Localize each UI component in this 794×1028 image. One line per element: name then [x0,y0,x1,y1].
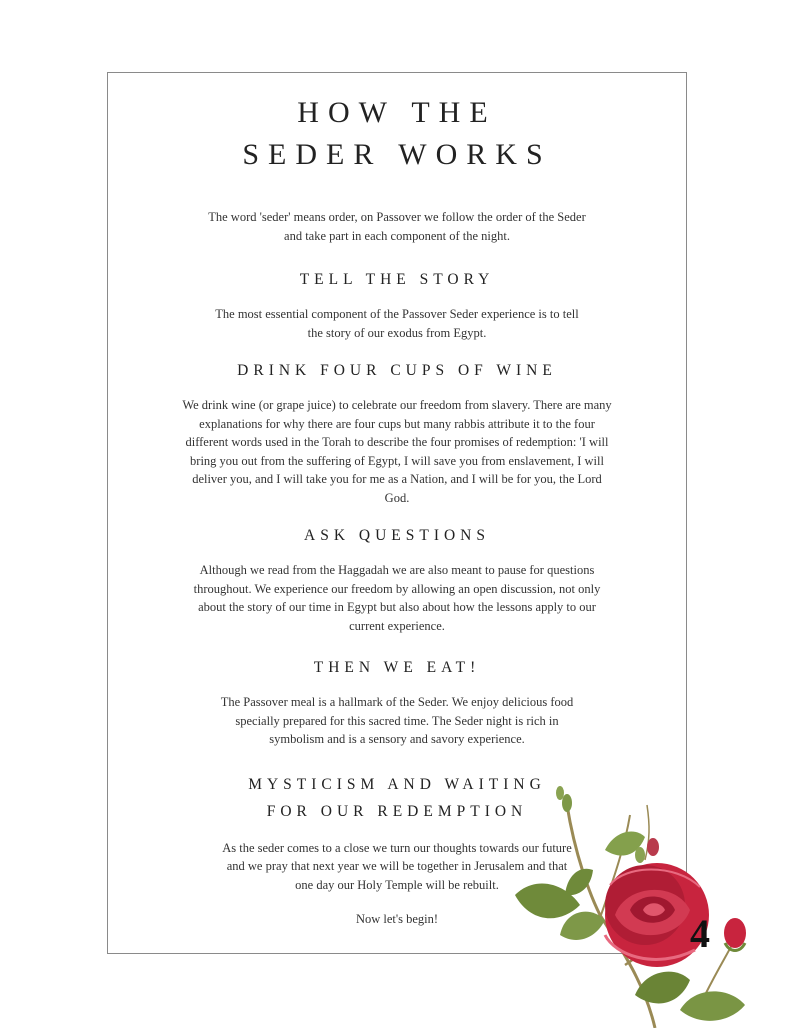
rose-bud [562,794,572,812]
section-heading: ASK QUESTIONS [304,527,490,544]
section-heading-line-1: MYSTICISM AND WAITING [248,775,546,793]
rose-illustration [505,765,794,1028]
section-heading: DRINK FOUR CUPS OF WINE [237,362,557,379]
page-title [107,92,687,176]
title-line-2: SEDER WORKS [242,138,552,171]
page-number: 4 [690,911,710,956]
closing-line: Now let's begin! [355,912,439,926]
section-ask-questions [107,525,687,635]
section-heading: TELL THE STORY [299,271,495,288]
rose-bud [647,838,659,856]
section-heading: THEN WE EAT! [313,659,481,676]
section-then-we-eat [107,657,687,749]
intro-paragraph: The word 'seder' means order, on Passover we follow the order of the Seder and take part in each component of the night. [208,210,586,243]
section-heading-line-2: FOR OUR REDEMPTION [266,802,528,820]
section-four-cups [107,360,687,507]
section-tell-the-story [107,269,687,342]
rose-leaf [560,912,605,940]
rose-bud [556,786,564,800]
section-body: The most essential component of the Passover Seder experience is to tell the story of our exodus from Egypt. [215,307,579,340]
rose-leaf [635,972,690,1004]
rose-leaf [680,991,745,1020]
section-body: Although we read from the Haggadah we are also meant to pause for questions throughout. We experience our freedom by allowing an open discussion, not only about the story of our time in Egypt but also about how the lessons apply to our current experience. [193,563,601,633]
section-body: As the seder comes to a close we turn our thoughts towards our future and we pray that next year we will be together in Jerusalem and that one day our Holy Temple will be rebuilt. [222,840,572,892]
rose-bud [635,847,645,863]
section-body: The Passover meal is a hallmark of the Seder. We enjoy delicious food specially prepared for this sacred time. The Seder night is rich in symbolism and is a sensory and savory experience. [220,695,574,746]
section-body: We drink wine (or grape juice) to celebrate our freedom from slavery. There are many explanations for why there are four cups but many rabbis attribute it to the four different words used in the Torah to describe the four promises of redemption: 'I will bring you out from the suffering of Egypt, I will save you from enslavement, I will deliver you, and I will take you for me as a Nation, and I will be for you, the Lord God. [182,398,612,505]
rose-bud [724,918,746,948]
title-line-1: HOW THE [297,96,497,129]
